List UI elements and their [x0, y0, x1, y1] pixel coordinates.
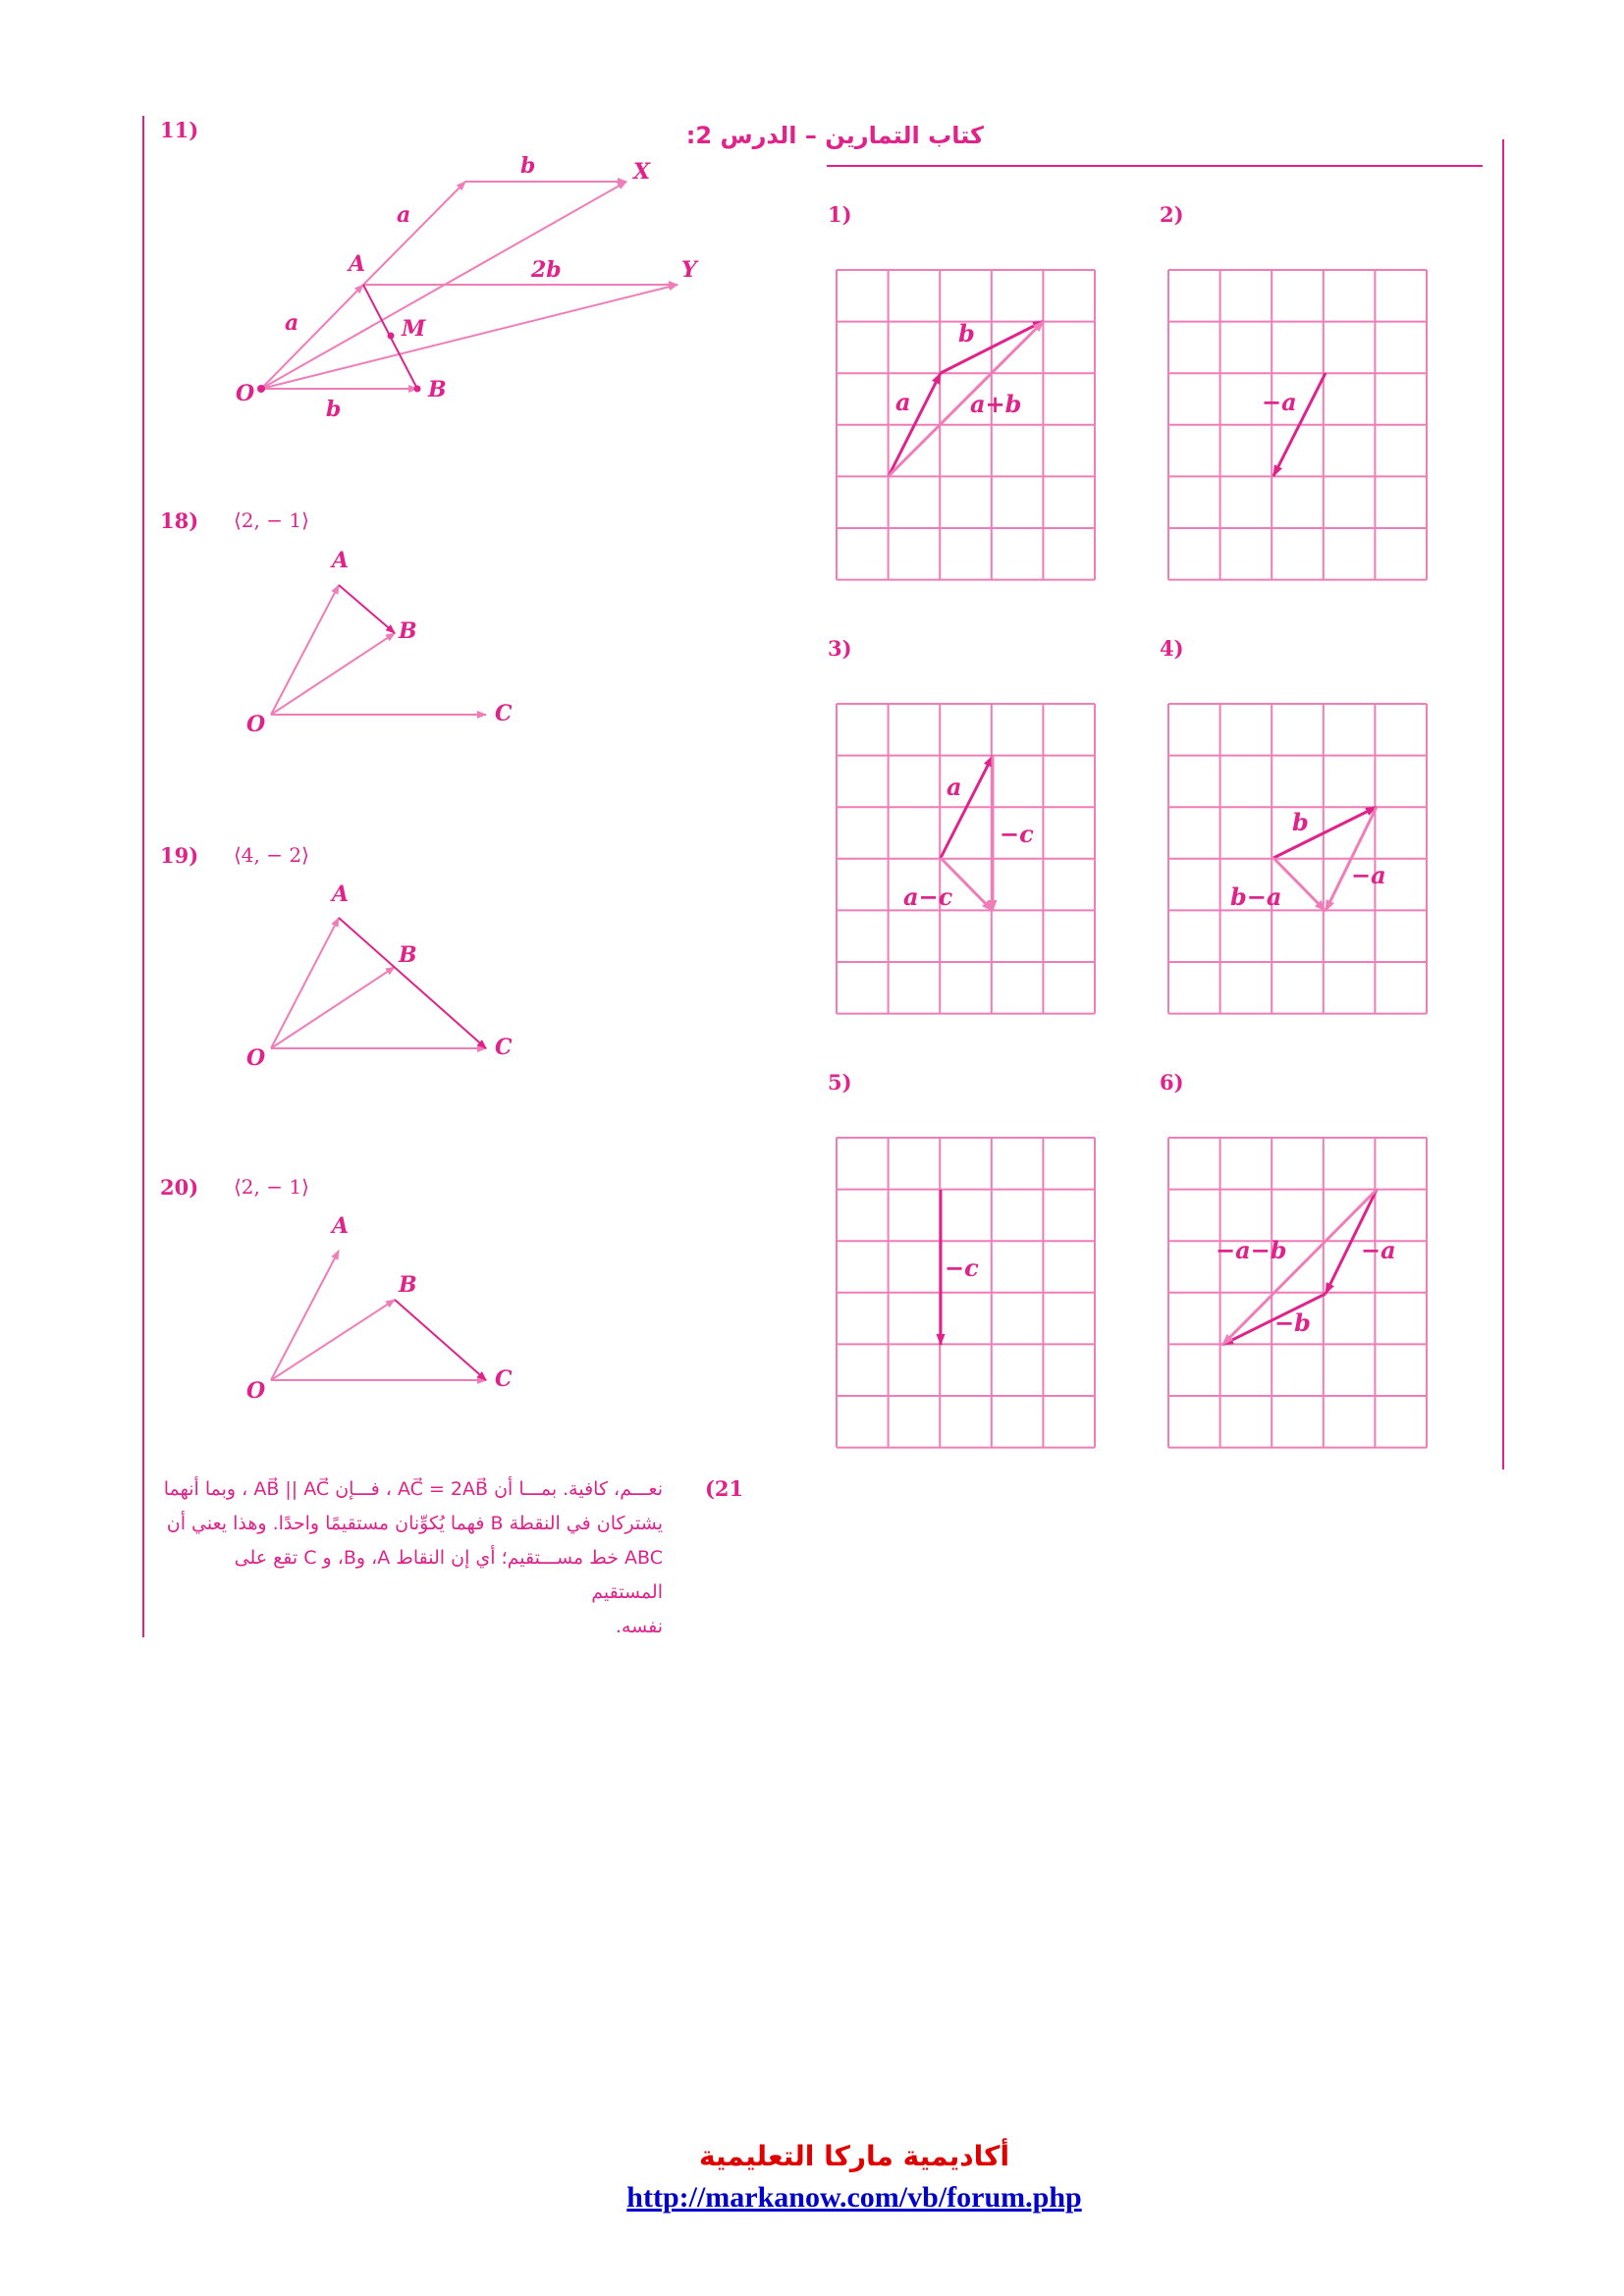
- exercise-20-number: 20): [160, 1175, 199, 1200]
- grid-6-number: 6): [1160, 1070, 1184, 1095]
- ex11-label-b-top: b: [520, 153, 536, 179]
- page-title: كتاب التمارين – الدرس 2:: [685, 122, 984, 149]
- ex11-label-Y: Y: [681, 257, 697, 283]
- grid-1-label-b: b: [958, 319, 975, 347]
- ex18-label-O: O: [246, 712, 266, 737]
- exercise-20-coords: ⟨2, − 1⟩: [234, 1175, 309, 1199]
- ex18-label-B: B: [399, 618, 417, 644]
- grid-1-label-a: a: [895, 388, 911, 416]
- exercise-19-coords: ⟨4, − 2⟩: [234, 843, 309, 867]
- grid-3-label-a-minus-c: a−c: [903, 882, 953, 911]
- ex11-label-2b: 2b: [531, 257, 562, 283]
- exercise-21-answer: [162, 1472, 663, 1644]
- ex11-label-X: X: [633, 159, 651, 185]
- grid-6-label-neg-b: −b: [1274, 1308, 1311, 1337]
- grid-4-label-b: b: [1292, 808, 1309, 836]
- exercise-21-number: (21: [705, 1476, 744, 1501]
- ex19-label-C: C: [495, 1035, 513, 1060]
- grid-4-label-b-minus-a: b−a: [1230, 882, 1282, 911]
- ex19-label-A: A: [332, 881, 350, 907]
- exercise-18-coords: ⟨2, − 1⟩: [234, 508, 309, 532]
- ex18-label-C: C: [495, 701, 513, 726]
- exercise-21-line-1: نعـــم، كافية. بمـــا أن AC⃗ = 2AB⃗ ، فـــإن AB⃗ || AC⃗ ، وبما أنهما: [163, 1478, 663, 1500]
- ex11-label-b-bottom: b: [326, 397, 342, 422]
- exercise-18-number: 18): [160, 508, 199, 533]
- exercise-19-number: 19): [160, 843, 199, 868]
- footer-forum-link[interactable]: http://markanow.com/vb/forum.php: [626, 2181, 1082, 2214]
- grid-4-label-neg-a: −a: [1351, 861, 1386, 889]
- grid-6-label-neg-a-neg-b: −a−b: [1216, 1236, 1287, 1264]
- ex19-label-B: B: [399, 942, 417, 968]
- ex11-label-a-left: a: [285, 310, 299, 336]
- grid-1-number: 1): [828, 202, 852, 227]
- grid-4-number: 4): [1160, 636, 1184, 661]
- exercise-21-line-2: يشتركان في النقطة B فهما يُكوِّنان مستقيمًا واحدًا. وهذا يعني أن: [166, 1513, 663, 1534]
- exercise-21-line-3: ABC خط مســـتقيم؛ أي إن النقاط A، وB، و C تقع على المستقيم: [234, 1547, 663, 1603]
- grid-3-label-neg-c: −c: [1000, 820, 1034, 848]
- grid-3-number: 3): [828, 636, 852, 661]
- grid-2-number: 2): [1160, 202, 1184, 227]
- grid-4-vector-b: [1273, 807, 1377, 858]
- ex11-label-a-top: a: [397, 202, 411, 228]
- grid-6-label-neg-a: −a: [1361, 1236, 1396, 1264]
- ex20-label-O: O: [246, 1378, 266, 1404]
- ex18-label-A: A: [332, 548, 350, 573]
- grid-3-label-a: a: [947, 773, 962, 801]
- ex11-label-A: A: [349, 251, 366, 277]
- footer-academy-name: أكاديمية ماركا التعليمية: [698, 2140, 1010, 2172]
- ex20-label-A: A: [332, 1213, 350, 1239]
- ex11-label-B: B: [428, 377, 447, 402]
- ex20-label-B: B: [399, 1272, 417, 1298]
- ex11-label-O: O: [236, 381, 255, 406]
- exercise-11-number: 11): [160, 118, 199, 142]
- grid-5-label-neg-c: −c: [945, 1254, 979, 1282]
- exercise-21-line-4: نفسه.: [615, 1616, 663, 1637]
- ex11-label-M: M: [402, 316, 426, 342]
- ex20-label-C: C: [495, 1366, 513, 1392]
- grid-2-label-neg-a: −a: [1262, 388, 1297, 416]
- grid-5-number: 5): [828, 1070, 852, 1095]
- grid-1-label-a-plus-b: a+b: [970, 390, 1022, 418]
- ex19-label-O: O: [246, 1045, 266, 1071]
